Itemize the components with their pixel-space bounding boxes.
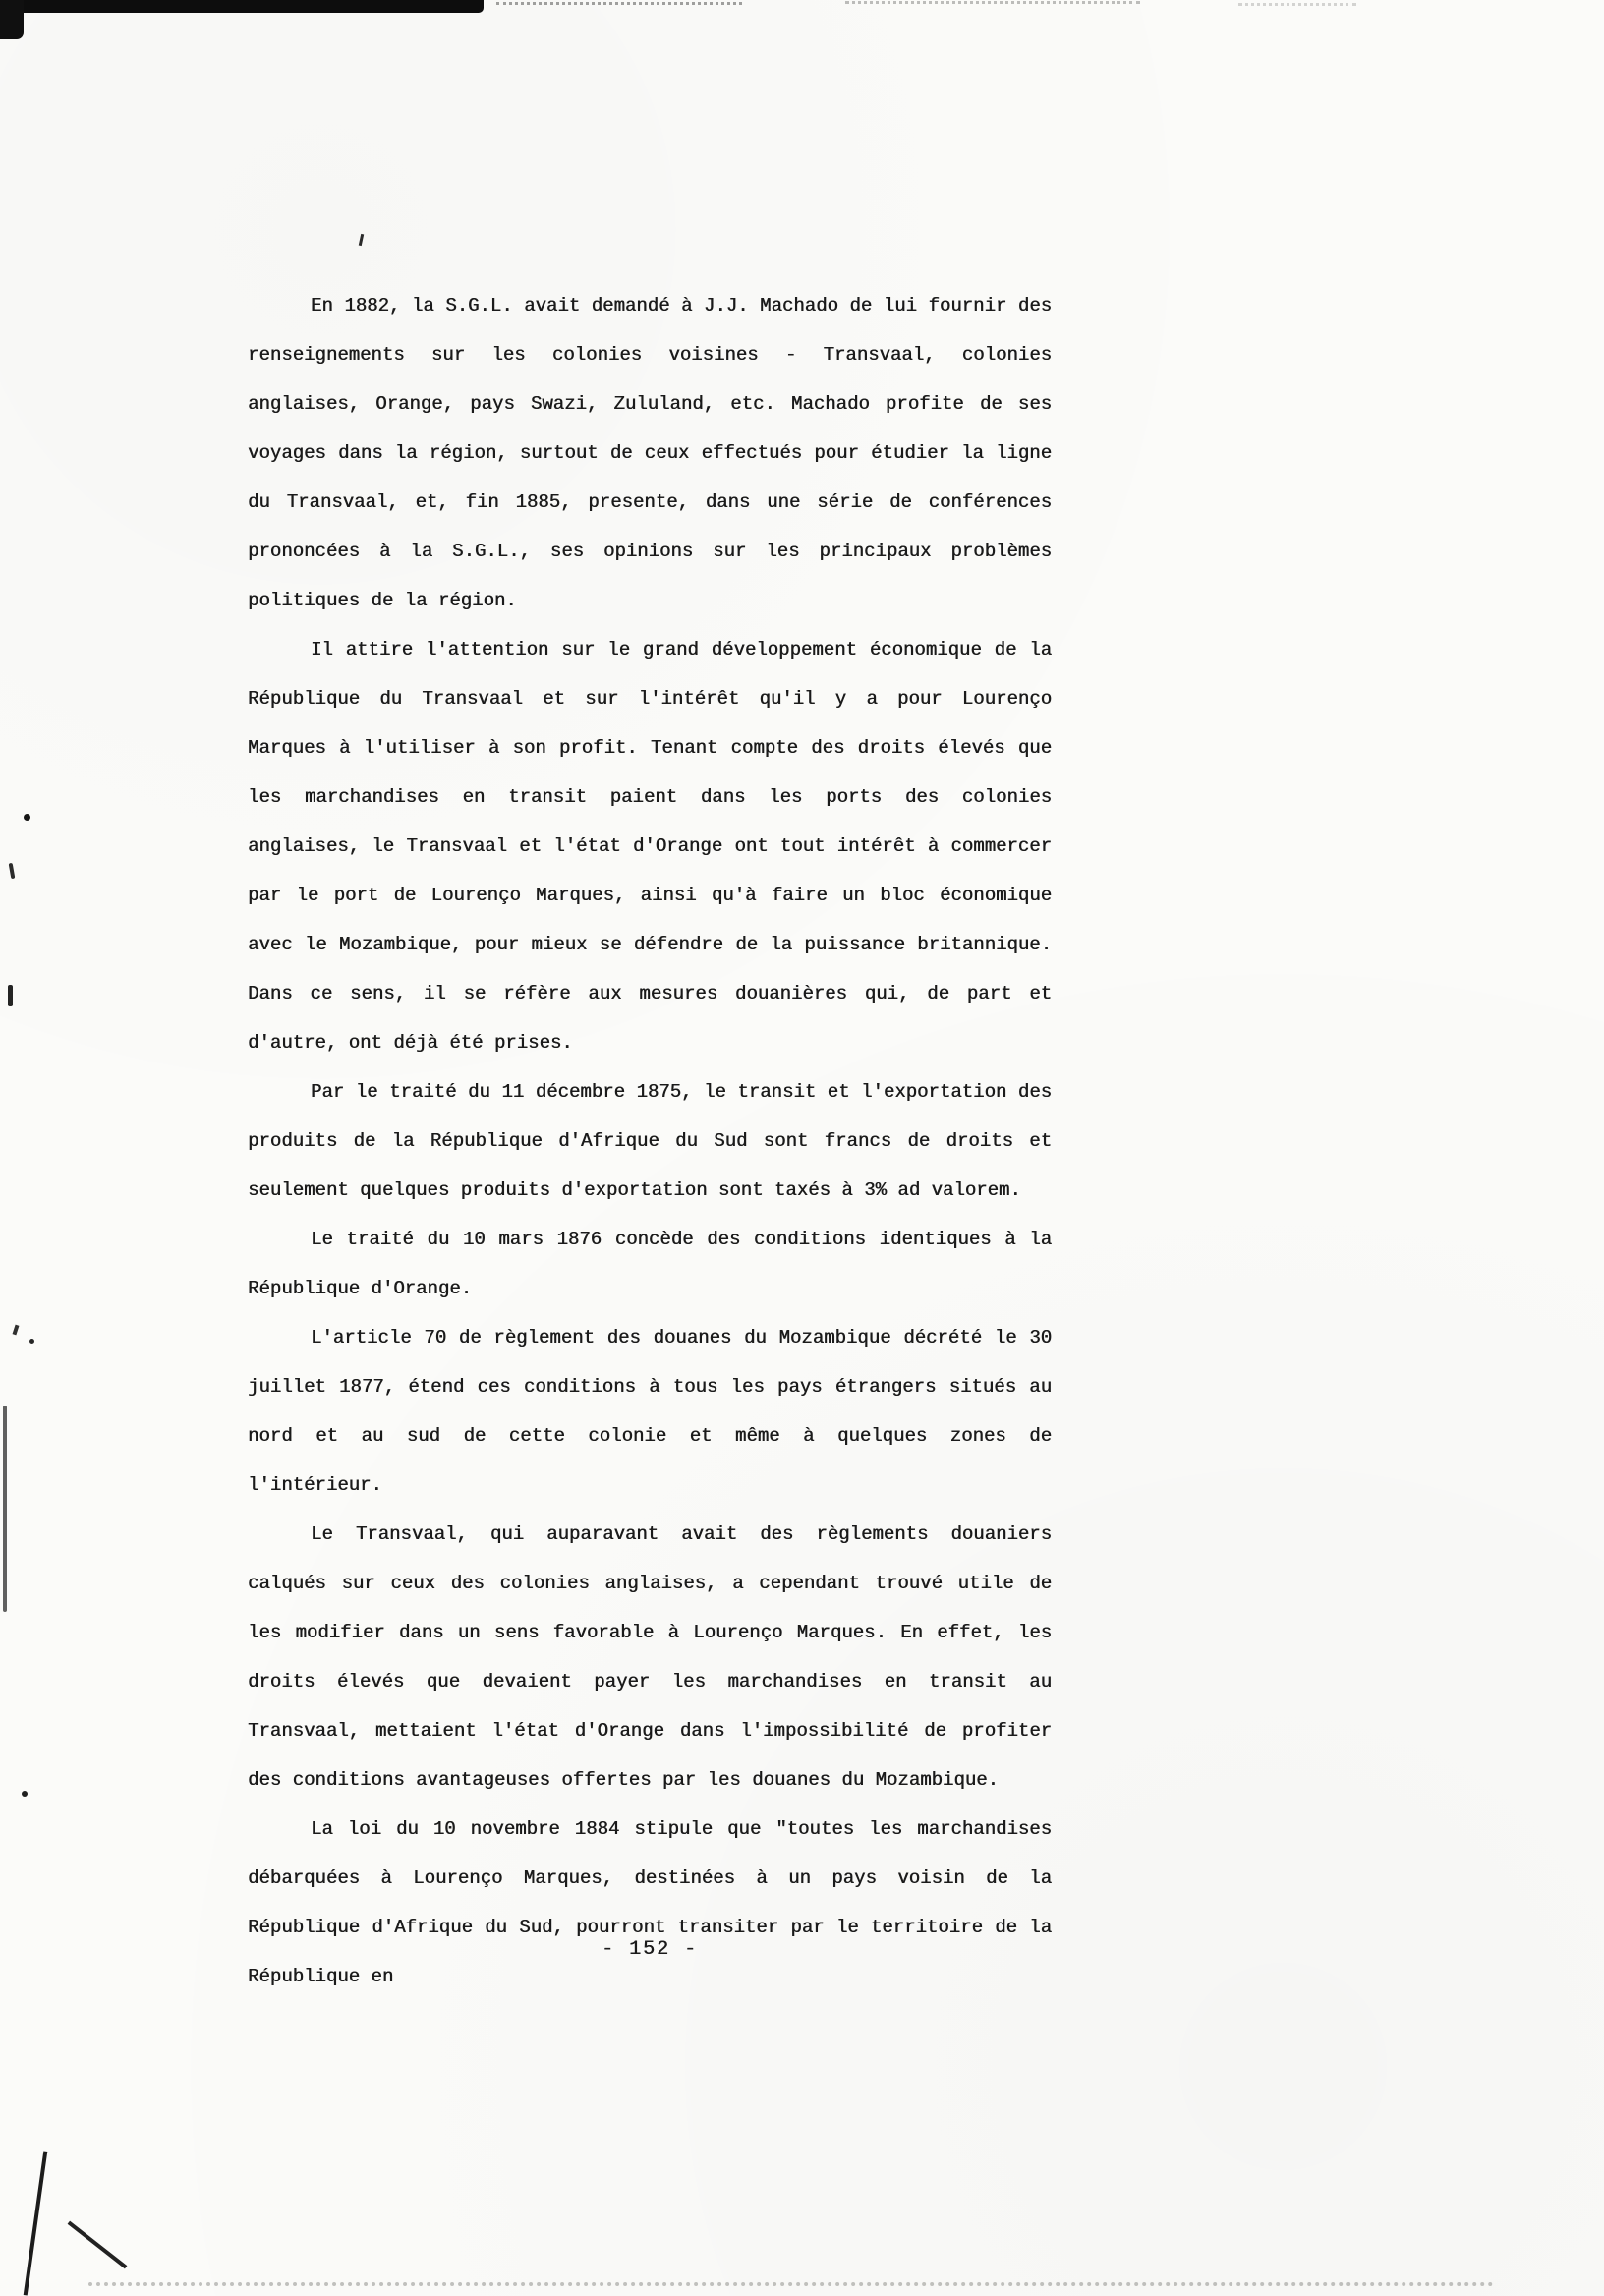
scan-artifact-speck	[8, 985, 13, 1006]
paragraph-1: En 1882, la S.G.L. avait demandé à J.J. Machado de lui fournir des renseignements sur les colonies voisines - Transvaal, colonies anglaises, Orange, pays Swazi, Zululand, etc. Machado profite de ses voyages dans la région, surtout de ceux effectués pour étudier la ligne du Transvaal, et, fin 1885, presente, dans une série de conférences prononcées à la S.G.L., ses opinions sur les principaux problèmes politiques de la région.	[248, 295, 1052, 611]
scan-artifact-top-noise	[845, 1, 1140, 13]
scan-artifact-edge-line	[3, 1406, 7, 1612]
document-body	[248, 281, 1052, 2001]
scan-artifact-top-noise	[496, 2, 742, 14]
scan-artifact-top-bar	[0, 0, 484, 13]
paragraph-5: L'article 70 de règlement des douanes du Mozambique décrété le 30 juillet 1877, étend ces conditions à tous les pays étrangers situés au nord et au sud de cette colonie et même à quelques zones de l'intérieur.	[248, 1327, 1052, 1496]
paragraph-2: Il attire l'attention sur le grand développement économique de la République du Transvaal et sur l'intérêt qu'il y a pour Lourenço Marques à l'utiliser à son profit. Tenant compte des droits élevés que les marchandises en transit paient dans les ports des colonies anglaises, le Transvaal et l'état d'Orange ont tout intérêt à commercer par le port de Lourenço Marques, ainsi qu'à faire un bloc économique avec le Mozambique, pour mieux se défendre de la puissance britannique. Dans ce sens, il se réfère aux mesures douanières qui, de part et d'autre, ont déjà été prises.	[248, 639, 1052, 1054]
scan-artifact-speck	[29, 1339, 34, 1344]
paragraph-4: Le traité du 10 mars 1876 concède des conditions identiques à la République d'Orange.	[248, 1229, 1052, 1299]
scan-artifact-speck	[24, 814, 30, 821]
scan-artifact-bottom-noise	[88, 2282, 1494, 2294]
scan-artifact-top-corner	[0, 0, 24, 39]
scan-artifact-corner-line	[68, 2221, 128, 2269]
page-number: - 152 -	[601, 1938, 698, 1961]
scan-artifact-top-noise	[1238, 3, 1356, 14]
scan-artifact-speck	[22, 1791, 28, 1797]
scan-artifact-tick	[359, 234, 364, 246]
paragraph-3: Par le traité du 11 décembre 1875, le transit et l'exportation des produits de la République d'Afrique du Sud sont francs de droits et seulement quelques produits d'exportation sont taxés à 3% ad valorem.	[248, 1081, 1052, 1201]
paragraph-6: Le Transvaal, qui auparavant avait des règlements douaniers calqués sur ceux des colonies anglaises, a cependant trouvé utile de les modifier dans un sens favorable à Lourenço Marques. En effet, les droits élevés que devaient payer les marchandises en transit au Transvaal, mettaient l'état d'Orange dans l'impossibilité de profiter des conditions avantageuses offertes par les douanes du Mozambique.	[248, 1523, 1052, 1791]
scan-artifact-corner-line	[24, 2151, 48, 2295]
paragraph-7: La loi du 10 novembre 1884 stipule que "toutes les marchandises débarquées à Lourenço Marques, destinées à un pays voisin de la République d'Afrique du Sud, pourront transiter par le territoire de la République en	[248, 1818, 1052, 1987]
scan-artifact-speck	[9, 863, 16, 879]
scan-artifact-speck	[13, 1325, 20, 1336]
